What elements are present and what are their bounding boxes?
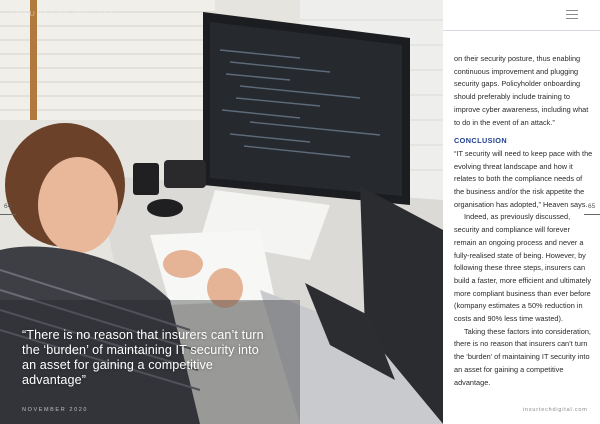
page-number-left: 64 (4, 203, 12, 210)
magazine-brand: INSURTECH DIGITAL (12, 11, 116, 18)
article-text-page (443, 0, 600, 424)
paragraph-3: Indeed, as previously discussed, security and compliance will forever remain an ongoing process and never a fully-realised state of being. However, by following these three steps, insurers can build a faster, more efficient and ultimately more compliant business than ever before (kompany estimates a 50% reduction in costs and 90% less time wasted). (454, 212, 592, 324)
page-number-right: 65 (588, 203, 596, 210)
hamburger-menu-icon[interactable] (566, 10, 578, 20)
section-heading: CONCLUSION (454, 136, 508, 146)
folio-rule-left (0, 214, 16, 215)
paragraph-1: on their security posture, thus enabling continuous improvement and plugging security gaps. Policyholder onboarding should preferably include training to improve cyber awareness, including what to do in the event of an attack.” (454, 54, 589, 127)
pull-quote: “There is no reason that insurers can’t turn the ‘burden’ of maintaining IT security into an asset for gaining a competitive advantage” (22, 328, 264, 387)
paragraph-2: “IT security will need to keep pace with the evolving threat landscape and how it relates to both the compliance needs of the business and/or the risk appetite the organisation has adopted,” Heaven says. (454, 148, 593, 209)
footer-url[interactable]: insurtechdigital.com (523, 407, 588, 413)
header-divider (443, 30, 600, 31)
footer-date: NOVEMBER 2020 (22, 407, 89, 413)
folio-rule-right (584, 214, 600, 215)
paragraph-4: Taking these factors into consideration, there is no reason that insurers can’t turn the ‘burden’ of maintaining IT security into an asset for gaining a competitive advantage. (454, 326, 591, 387)
article-body (454, 53, 594, 389)
